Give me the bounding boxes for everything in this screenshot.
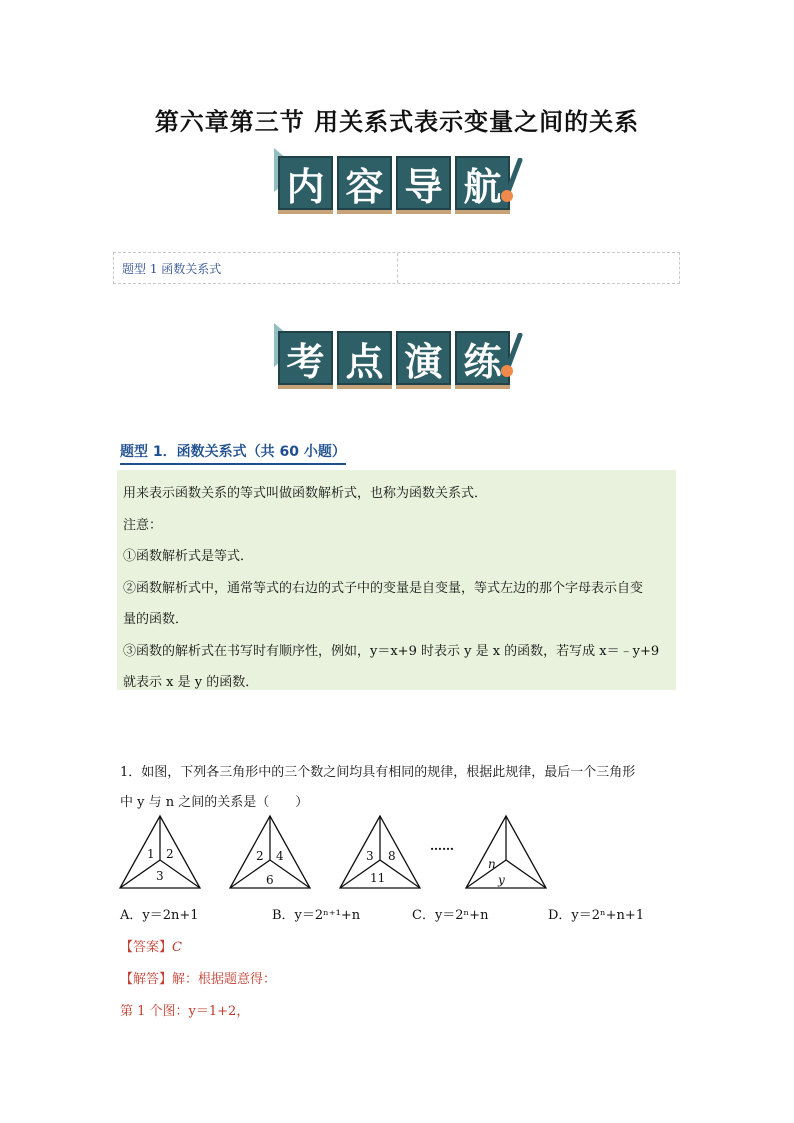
definition-box	[117, 470, 676, 690]
solution-label: 【解答】	[120, 972, 173, 987]
answer-options	[120, 904, 680, 926]
solution-line	[120, 968, 276, 987]
note-line: 注意：	[123, 517, 163, 533]
note-line: 就表示 x 是 y 的函数．	[123, 675, 259, 690]
section-banner-practice	[272, 325, 522, 395]
fig-number: 1	[147, 847, 155, 861]
note-line: ③函数的解析式在书写时有顺序性，例如，y＝x+9 时表示 y 是 x 的函数，若写成 x＝﹣y+9	[123, 643, 660, 659]
note-line: 用来表示函数关系的等式叫做函数解析式，也称为函数关系式．	[123, 486, 488, 501]
banner-tile: 导	[396, 156, 451, 210]
banner-tile: 练	[455, 331, 510, 385]
toc-table	[113, 252, 680, 284]
fig-number: 6	[266, 873, 274, 887]
note-line: ②函数解析式中，通常等式的右边的式子中的变量是自变量，等式左边的那个字母表示自变	[123, 580, 644, 596]
triangle-figures	[116, 812, 556, 898]
fig-number: 3	[156, 869, 164, 883]
option-c[interactable]: C．y＝2ⁿ+n	[412, 908, 489, 923]
option-d[interactable]: D．y＝2ⁿ+n+1	[548, 908, 645, 923]
fig-number: 2	[166, 847, 174, 861]
option-b[interactable]: B．y＝2ⁿ⁺¹+n	[272, 908, 361, 923]
fig-number: 8	[388, 849, 396, 863]
page-title: 第六章第三节 用关系式表示变量之间的关系	[154, 108, 640, 136]
ellipsis: ……	[430, 839, 454, 853]
fig-variable: n	[488, 857, 496, 871]
banner-tile: 演	[396, 331, 451, 385]
section-heading: 题型 1．函数关系式（共 60 小题）	[120, 441, 346, 465]
note-line: 量的函数．	[123, 612, 189, 627]
toc-empty-cell	[398, 253, 679, 283]
fig-number: 3	[366, 849, 374, 863]
banner-tile: 内	[278, 156, 333, 210]
answer-value: C	[172, 940, 182, 955]
fig-number: 2	[256, 849, 264, 863]
banner-tile: 航	[455, 156, 510, 210]
banner-tile: 点	[337, 331, 392, 385]
option-a[interactable]: A．y＝2n+1	[120, 908, 199, 923]
solution-step: 第 1 个图：y＝1+2，	[120, 1004, 250, 1019]
pencil-icon	[498, 158, 524, 204]
pencil-icon	[498, 333, 524, 379]
answer-label: 【答案】	[120, 940, 173, 955]
fig-variable: y	[498, 873, 505, 887]
section-banner-toc	[272, 150, 522, 220]
banner-tile: 容	[337, 156, 392, 210]
fig-number: 11	[370, 871, 386, 885]
banner-tile: 考	[278, 331, 333, 385]
fig-number: 4	[276, 849, 284, 863]
toc-item[interactable]: 题型 1 函数关系式	[114, 253, 398, 283]
question-stem: 1．如图，下列各三角形中的三个数之间均具有相同的规律，根据此规律，最后一个三角形 中 y 与 n 之间的关系是（ ）	[120, 765, 636, 810]
solution-text: 解：根据题意得：	[172, 972, 277, 987]
note-line: ①函数解析式是等式．	[123, 549, 254, 564]
answer-line	[120, 936, 182, 955]
